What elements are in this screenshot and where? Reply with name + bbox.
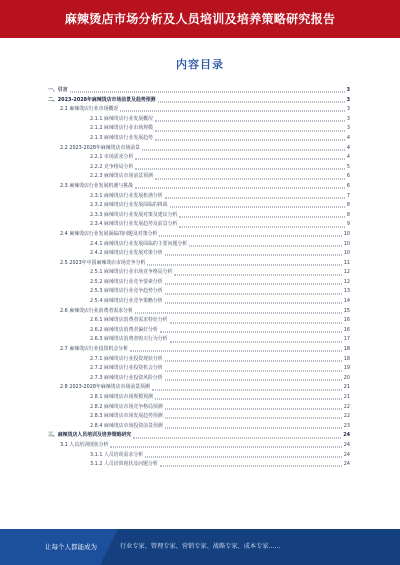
toc-dot-leader xyxy=(133,437,341,438)
toc-entry-page: 12 xyxy=(343,278,350,285)
toc-entry[interactable] xyxy=(48,201,350,211)
toc-dot-leader xyxy=(165,428,342,429)
toc-entry-label: 2.2 2023-2028年麻辣烫店市场前景 xyxy=(60,144,141,151)
toc-entry[interactable] xyxy=(48,383,350,393)
toc-dot-leader xyxy=(155,178,345,179)
toc-entry-page: 10 xyxy=(343,230,350,237)
toc-entry-label: 2.7.3 麻辣烫店行业投资风险分析 xyxy=(90,374,163,381)
toc-entry[interactable] xyxy=(48,393,350,403)
toc-entry-label: 2.7.1 麻辣烫店行业投资现状分析 xyxy=(90,355,163,362)
toc-entry-label: 2.8.3 麻辣烫店市场发展趋势预测 xyxy=(90,413,163,420)
toc-entry[interactable] xyxy=(48,259,350,269)
toc-entry-label: 三、麻辣烫店人员培训及培养策略研究 xyxy=(48,432,132,439)
toc-dot-leader xyxy=(159,236,341,237)
toc-entry-page: 19 xyxy=(343,365,350,372)
toc-dot-leader xyxy=(135,169,345,170)
toc-entry-label: 2.2.3 麻辣烫店市场前景预测 xyxy=(90,173,153,180)
toc-entry-page: 17 xyxy=(343,336,350,343)
toc-dot-leader xyxy=(165,408,342,409)
toc-dot-leader xyxy=(174,274,341,275)
toc-entry-page: 21 xyxy=(343,394,350,400)
toc-entry-page: 10 xyxy=(343,240,350,247)
toc-entry[interactable] xyxy=(48,364,350,374)
toc-entry-page: 16 xyxy=(343,326,350,333)
toc-entry-page: 3 xyxy=(346,125,350,132)
toc-entry[interactable] xyxy=(48,412,350,422)
toc-dot-leader xyxy=(170,207,345,208)
toc-dot-leader xyxy=(135,188,345,189)
toc-entry-label: 2.3.4 麻辣烫店行业发展趋势及前景分析 xyxy=(90,221,178,228)
toc-entry[interactable] xyxy=(48,374,350,384)
toc-entry[interactable] xyxy=(48,278,350,288)
toc-entry[interactable] xyxy=(48,451,350,461)
toc-entry[interactable] xyxy=(48,326,350,336)
toc-dot-leader xyxy=(120,111,345,112)
toc-dot-leader xyxy=(165,360,342,361)
toc-dot-leader xyxy=(135,312,342,313)
toc-entry-label: 2.5 2023年中国麻辣烫店市场竞争分析 xyxy=(60,259,146,266)
toc-dot-leader xyxy=(142,149,345,150)
toc-dot-leader xyxy=(145,456,342,457)
toc-entry-label: 3.1.1 人员培训需求分析 xyxy=(90,451,144,458)
toc-entry[interactable] xyxy=(48,307,350,317)
toc-entry-page: 6 xyxy=(346,182,350,189)
toc-entry-page: 22 xyxy=(343,413,350,420)
toc-entry-page: 22 xyxy=(343,403,350,410)
toc-entry-page: 4 xyxy=(346,134,350,141)
toc-entry-label: 2.5.3 麻辣烫店行业竞争趋势分析 xyxy=(90,288,163,295)
toc-dot-leader xyxy=(179,217,345,218)
toc-entry-label: 2.2.2 竞争格局分析 xyxy=(90,163,134,170)
toc-entry-page: 4 xyxy=(346,144,350,151)
toc-entry-page: 3 xyxy=(346,96,350,103)
toc-dot-leader xyxy=(160,466,342,467)
toc-entry-label: 2.4 麻辣烫店行业发展面临的问题及对策分析 xyxy=(60,230,158,237)
toc-dot-leader xyxy=(147,264,341,265)
footer-tagline: 行业专家、管理专家、营销专家、战略专家、成本专家…… xyxy=(120,543,281,550)
toc-entry[interactable] xyxy=(48,230,350,240)
toc-entry-label: 2.5.4 麻辣烫店行业竞争策略分析 xyxy=(90,298,163,305)
toc-entry-label: 3.1.2 人员培训现状及问题分析 xyxy=(90,461,158,468)
toc-entry-page: 18 xyxy=(343,355,350,362)
toc-entry-label: 2.4.2 麻辣烫店行业发展对策分析 xyxy=(90,250,163,257)
toc-dot-leader xyxy=(152,389,342,390)
toc-entry[interactable] xyxy=(48,240,350,250)
toc-entry-page: 6 xyxy=(346,173,350,180)
toc-entry-label: 2.8.1 麻辣烫店市场规模预测 xyxy=(90,394,153,400)
footer-slogan: 让每个人都能成为 xyxy=(45,543,97,551)
toc-entry[interactable] xyxy=(48,249,350,259)
toc-dot-leader xyxy=(165,370,342,371)
toc-entry-page: 8 xyxy=(346,211,350,218)
toc-dot-leader xyxy=(165,380,342,381)
footer-bar xyxy=(0,529,400,565)
toc-entry-label: 2.8.4 麻辣烫店市场投资前景预测 xyxy=(90,422,163,429)
toc-entry[interactable] xyxy=(48,153,350,163)
toc-dot-leader xyxy=(165,293,342,294)
toc-dot-leader xyxy=(170,322,342,323)
toc-entry-page: 3 xyxy=(346,106,350,113)
toc-dot-leader xyxy=(70,92,345,93)
toc-entry-page: 20 xyxy=(343,374,350,381)
toc-entry-page: 3 xyxy=(346,115,350,122)
toc-entry-label: 2.8 2023-2028年麻辣烫店市场前景预测 xyxy=(60,384,150,391)
toc-dot-leader xyxy=(165,418,342,419)
toc-dot-leader xyxy=(155,121,345,122)
toc-entry-page: 18 xyxy=(343,346,350,353)
toc-entry-page: 24 xyxy=(343,451,350,458)
toc-entry-label: 2.7.2 麻辣烫店行业投资机会分析 xyxy=(90,365,163,372)
toc-entry-label: 2.1.1 麻辣烫店行业发展概况 xyxy=(90,115,153,122)
toc-entry-label: 2.3 麻辣烫店行业发展机遇与挑战 xyxy=(60,182,133,189)
toc-entry[interactable] xyxy=(48,460,350,470)
toc-entry-label: 2.1.2 麻辣烫店行业市场规模 xyxy=(90,125,153,132)
toc-entry-page: 24 xyxy=(343,461,350,468)
toc-entry[interactable] xyxy=(48,345,350,355)
toc-entry-page: 24 xyxy=(343,441,350,448)
toc-entry[interactable] xyxy=(48,422,350,432)
toc-entry-page: 11 xyxy=(343,259,350,266)
toc-entry-label: 2.6.2 麻辣烫店消费者偏好分析 xyxy=(90,326,158,333)
toc-entry[interactable] xyxy=(48,335,350,345)
report-header-bar xyxy=(0,0,400,38)
toc-entry-page: 5 xyxy=(346,163,350,170)
toc-entry-label: 2.6.3 麻辣烫店消费者购买行为分析 xyxy=(90,336,168,343)
toc-entry-label: 2.1 麻辣烫店行业市场概况 xyxy=(60,106,119,113)
toc-entry[interactable] xyxy=(48,96,350,106)
toc-entry[interactable] xyxy=(48,211,350,221)
toc-dot-leader xyxy=(165,284,342,285)
toc-entry[interactable] xyxy=(48,124,350,134)
toc-entry[interactable] xyxy=(48,316,350,326)
toc-entry[interactable] xyxy=(48,115,350,125)
toc-entry[interactable] xyxy=(48,403,350,413)
toc-dot-leader xyxy=(170,341,342,342)
toc-entry-label: 2.3.2 麻辣烫店行业发展面临的挑战 xyxy=(90,202,168,209)
toc-entry-label: 2.3.1 麻辣烫店行业发展机遇分析 xyxy=(90,192,163,199)
toc-entry-page: 7 xyxy=(346,192,350,199)
toc-entry-page: 10 xyxy=(343,250,350,257)
toc-entry[interactable] xyxy=(48,86,350,96)
toc-dot-leader xyxy=(165,255,342,256)
toc-dot-leader xyxy=(189,245,342,246)
toc-entry-page: 13 xyxy=(343,288,350,295)
toc-entry[interactable] xyxy=(48,220,350,230)
toc-dot-leader xyxy=(158,101,345,102)
toc-entry-page: 4 xyxy=(346,154,350,161)
toc-dot-leader xyxy=(155,130,345,131)
toc-dot-leader xyxy=(155,399,342,400)
toc-dot-leader xyxy=(160,332,342,333)
toc-heading: 内容目录 xyxy=(176,58,224,71)
toc-entry[interactable] xyxy=(48,192,350,202)
toc-entry-page: 9 xyxy=(346,221,350,228)
toc-entry-label: 2.4.1 麻辣烫店行业发展面临的主要问题分析 xyxy=(90,240,188,247)
toc-entry-page: 21 xyxy=(343,384,350,391)
toc-entry-page: 14 xyxy=(343,298,350,305)
toc-entry-label: 3.1 人员培训现状分析 xyxy=(60,441,109,448)
toc-entry-label: 一、引言 xyxy=(48,87,68,93)
toc-entry[interactable] xyxy=(48,182,350,192)
toc-entry-label: 2.5.2 麻辣烫店行业竞争要素分析 xyxy=(90,278,163,285)
toc-entry-label: 2.3.3 麻辣烫店行业发展对策及建议分析 xyxy=(90,211,178,218)
toc-entry[interactable] xyxy=(48,134,350,144)
toc-dot-leader xyxy=(165,197,345,198)
toc-entry[interactable] xyxy=(48,355,350,365)
toc-entry[interactable] xyxy=(48,268,350,278)
toc-entry[interactable] xyxy=(48,163,350,173)
toc-entry-page: 15 xyxy=(343,307,350,314)
toc-dot-leader xyxy=(135,159,345,160)
toc-entry-label: 2.8.2 麻辣烫店市场竞争格局预测 xyxy=(90,403,163,410)
toc-dot-leader xyxy=(130,351,342,352)
toc-entry[interactable] xyxy=(48,172,350,182)
toc-entry[interactable] xyxy=(48,431,350,441)
toc-entry-label: 2.5.1 麻辣烫店行业市场竞争格局分析 xyxy=(90,269,173,276)
toc-entry-page: 12 xyxy=(343,269,350,276)
toc-entry[interactable] xyxy=(48,287,350,297)
toc-entry[interactable] xyxy=(48,105,350,115)
toc-entry[interactable] xyxy=(48,144,350,154)
toc-entry-page: 8 xyxy=(346,202,350,209)
toc-entry-label: 2.2.1 市场需求分析 xyxy=(90,154,134,161)
toc-entry-label: 二、2023-2028年麻辣烫店市场前景及趋势预测 xyxy=(48,96,156,103)
toc-entry-page: 24 xyxy=(343,432,350,439)
toc-entry-page: 3 xyxy=(346,87,350,93)
toc-entry-label: 2.6.1 麻辣烫店消费者需求特征分析 xyxy=(90,317,168,324)
toc-entry-page: 16 xyxy=(343,317,350,324)
report-title: 麻辣烫店市场分析及人员培训及培养策略研究报告 xyxy=(64,12,336,26)
toc-entry-page: 23 xyxy=(343,422,350,429)
table-of-contents xyxy=(48,86,350,470)
toc-entry-label: 2.1.3 麻辣烫店行业发展趋势 xyxy=(90,134,153,141)
toc-dot-leader xyxy=(155,140,345,141)
toc-entry[interactable] xyxy=(48,441,350,451)
toc-dot-leader xyxy=(165,303,342,304)
toc-entry-label: 2.7 麻辣烫店行业投资机会分析 xyxy=(60,346,129,353)
toc-dot-leader xyxy=(110,447,341,448)
toc-dot-leader xyxy=(179,226,345,227)
toc-entry[interactable] xyxy=(48,297,350,307)
toc-entry-label: 2.6 麻辣烫店行业消费者需求分析 xyxy=(60,307,133,314)
